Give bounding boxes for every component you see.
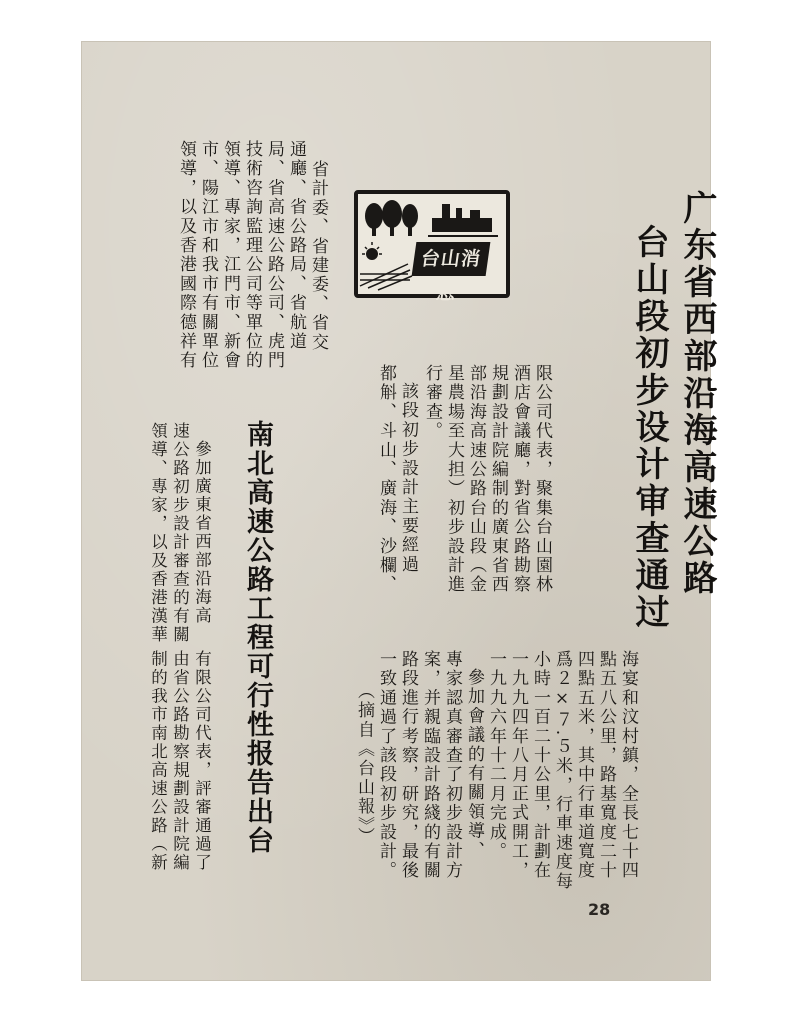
article1-body-col: 小時一百二十公里，計劃在 (530, 650, 550, 881)
article1-body-col: 海宴和汶村鎮，全長七十四 (618, 650, 638, 881)
article1-title-line2: 台山段初步设计审查通过 (629, 224, 669, 631)
article2-body-col: 制的我市南北高速公路（新 (148, 650, 168, 872)
article1-body-col: 通廳、省公路局、省航道 (286, 140, 306, 352)
article1-body-col: 市、陽江市和我市有關單位 (198, 140, 218, 371)
article1-body-col: 點五八公里，路基寬度二十 (596, 650, 616, 881)
article1-body-col: 四點五米，其中行車道寬度 (574, 650, 594, 881)
article2-body-col: 參加廣東省西部沿海高 (192, 440, 212, 625)
taishan-news-emblem (354, 190, 510, 304)
article1-body-col: 路段進行考察，研究，最後 (398, 650, 418, 881)
article1-title-line1: 广东省西部沿海高速公路 (677, 190, 717, 597)
article1-body-col: 一九九四年八月正式開工， (508, 650, 528, 881)
article1-body-col: 一致通過了該段初步設計。 (376, 650, 396, 881)
article1-body-col: 爲２×７.５米，行車速度每 (552, 650, 572, 892)
article1-body-col: 該段初步設計主要經過 (398, 382, 418, 574)
article1-body-col: 案，并親臨設計路綫的有關 (420, 650, 440, 881)
article2-body-col: 有限公司代表，評審通過了 (192, 650, 212, 872)
article1-body-col: 規劃設計院編制的廣東省西 (488, 364, 508, 595)
article1-body-col: 一九九六年十二月完成。 (486, 650, 506, 862)
page-number: 28 (588, 900, 611, 919)
article1-body-col: 行審查。 (422, 364, 442, 441)
article1-body-col: （摘自《台山報》） (354, 682, 374, 847)
article1-body-col: 領導、專家，江門市、新會 (220, 140, 240, 371)
article2-title: 南北高速公路工程可行性报告出台 (242, 420, 273, 855)
article2-body-col: 領導、專家，以及香港漢華 (148, 422, 168, 644)
article1-body-col: 技術咨詢監理公司等單位的 (242, 140, 262, 371)
article1-body-col: 參加會議的有關領導、 (464, 668, 484, 860)
article1-body-col: 領導，以及香港國際德祥有 (176, 140, 196, 371)
article1-body-col: 星農場至大担）初步設計進 (444, 364, 464, 595)
article1-body-col: 省計委、省建委、省交 (308, 160, 328, 352)
article1-body-col: 酒店會議廳，對省公路勘察 (510, 364, 530, 595)
scanned-page (82, 42, 717, 980)
article2-body-col: 由省公路勘察規劃設計院編 (170, 650, 190, 872)
article1-body-col: 都斛、斗山、廣海、沙欄、 (376, 364, 396, 595)
emblem-label: 台山消息 (412, 242, 491, 276)
article1-body-col: 專家認真審查了初步設計方 (442, 650, 462, 881)
article1-body-col: 限公司代表，聚集台山園林 (532, 364, 552, 595)
article1-body-col: 部沿海高速公路台山段（金 (466, 364, 486, 595)
article1-body-col: 局、省高速公路公司、虎門 (264, 140, 284, 371)
article2-body-col: 速公路初步設計審查的有關 (170, 422, 190, 644)
